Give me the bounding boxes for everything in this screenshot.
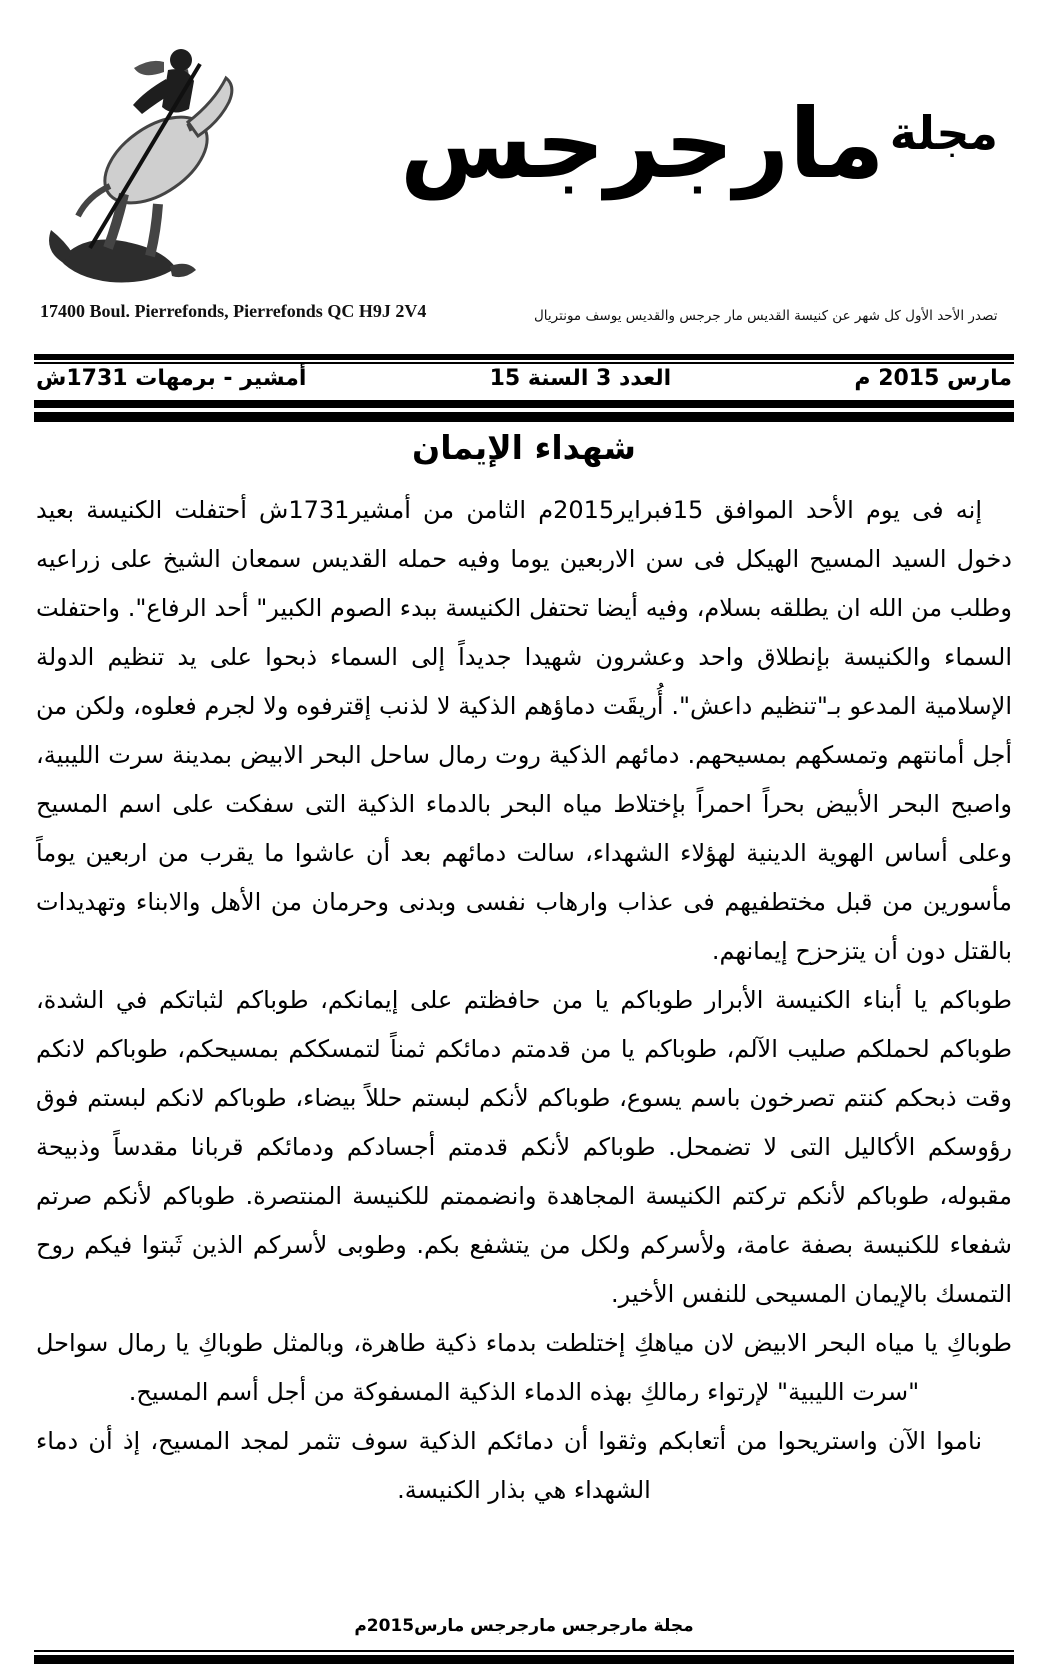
article-title: شهداء الإيمان — [412, 428, 636, 467]
church-address: 17400 Boul. Pierrefonds, Pierrefonds QC H9J 2V4 — [40, 301, 427, 321]
st-george-image — [38, 8, 256, 296]
gregorian-date: مارس 2015 م — [854, 366, 1012, 391]
article-body — [36, 486, 1012, 1515]
paragraph-4: ناموا الآن واستريحوا من أتعابكم وثقوا أن دمائكم الذكية سوف تثمر لمجد المسيح، إذ أن دماء الشهداء هي بذار الكنيسة. — [36, 1427, 982, 1504]
paragraph-1: إنه فى يوم الأحد الموافق 15فبراير2015م الثامن من أمشير1731ش أحتفلت الكنيسة بعيد دخول السيد المسيح الهيكل فى سن الاربعين يوما وفيه حمله القديس سمعان الشيخ على زراعيه وطلب من الله ان يطلقه بسلام، وفيه أيضا تحتفل الكنيسة ببدء الصوم الكبير" أحد الرفاع". واحتفلت السماء والكنيسة بإنطلاق واحد وعشرون شهيدا جديداً إلى السماء ذبحوا على يد تنظيم الدولة الإسلامية المدعو بـ"تنظيم داعش". أُريقَت دماؤهم الذكية لا لذنب إقترفوه ولا لجرم فعلوه، ولكن من أجل أمانتهم وتمسكهم بمسيحهم. دمائهم الذكية روت رمال ساحل البحر الابيض بمدينة سرت الليبية، واصبح البحر الأبيض بحراً احمراً بإختلاط مياه البحر بالدماء الذكية التى سفكت على اسم المسيح وعلى أساس الهوية الدينية لهؤلاء الشهداء، سالت دمائهم بعد أن عاشوا ما يقرب من اربعين يوماً مأسورين من قبل مختطفيهم فى عذاب وارهاب نفسى وبدنى وحرمان من الأهل والابناء وتهديدات بالقتل دون أن يتزحزح إيمانهم. — [36, 496, 1012, 965]
divider-top — [34, 354, 1014, 364]
issue-bar — [36, 366, 1012, 391]
magazine-title-word-small: مجلة — [889, 106, 998, 160]
magazine-title-word-large: مارجرجس — [400, 88, 885, 200]
paragraph-3: طوباكِ يا مياه البحر الابيض لان مياهكِ إختلطت بدماء ذكية طاهرة، وبالمثل طوباكِ يا رمال سواحل "سرت الليبية" لإرتواء رمالكِ بهذه الدماء الذكية المسفوكة من أجل أسم المسيح. — [36, 1329, 1012, 1406]
coptic-date: أمشير - برمهات 1731ش — [36, 366, 307, 391]
st-george-dragon-icon — [38, 8, 256, 296]
paragraph-2: طوباكم يا أبناء الكنيسة الأبرار طوباكم يا من حافظتم على إيمانكم، طوباكم لثباتكم في الشدة، طوباكم لحملكم صليب الآلم، طوباكم يا من قدمتم دمائكم ثمناً لتمسككم بمسيحكم، طوباكم لانكم وقت ذبحكم كنتم تصرخون باسم يسوع، طوباكم لأنكم لبستم حللاً بيضاء، طوباكم لانكم لبستم فوق رؤوسكم الأكاليل التى لا تضمحل. طوباكم لأنكم قدمتم أجسادكم ودمائكم قربانا مقدساً وذبيحة مقبوله، طوباكم لأنكم تركتم الكنيسة المجاهدة وانضممتم للكنيسة المنتصرة. طوباكم لأنكم صرتم شفعاء للكنيسة بصفة عامة، ولأسركم ولكل من يتشفع بكم. وطوبى لأسركم الذين ثَبتوا فيكم روح التمسك بالإيمان المسيحى للنفس الأخير. — [36, 986, 1012, 1308]
footer-text: مجلة مارجرجس مارجرجس مارس2015م — [354, 1616, 694, 1636]
divider-bottom — [34, 1650, 1014, 1664]
issue-number: العدد 3 السنة 15 — [489, 366, 672, 391]
divider-heavy — [34, 400, 1014, 422]
magazine-title — [400, 88, 998, 200]
publisher-line: تصدر الأحد الأول كل شهر عن كنيسة القديس مار جرجس والقديس يوسف مونتريال — [534, 308, 998, 324]
